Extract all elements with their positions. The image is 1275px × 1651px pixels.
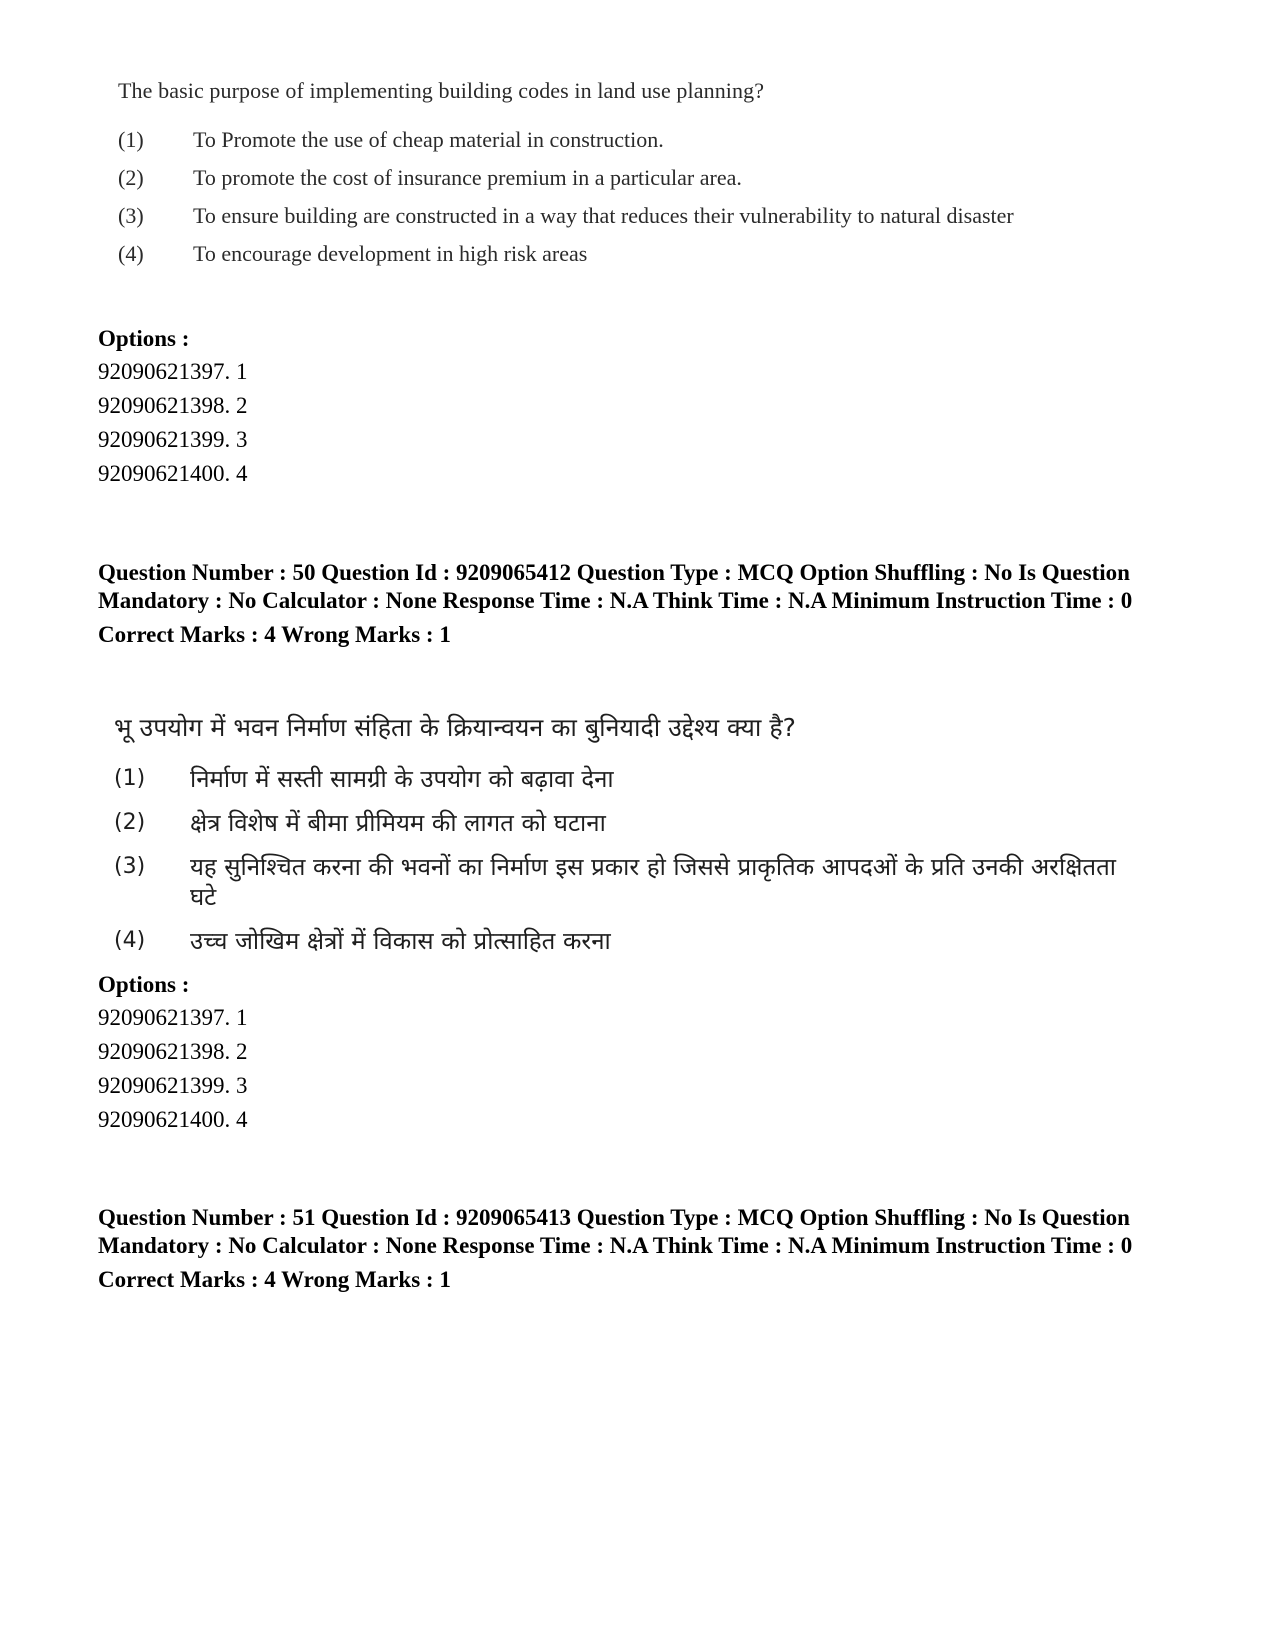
option-number: (3) bbox=[118, 203, 144, 228]
options-heading: Options : bbox=[98, 326, 190, 351]
question-option-english-1 bbox=[118, 126, 1118, 153]
option-text: यह सुनिश्चित करना की भवनों का निर्माण इस प्रकार हो जिससे प्राकृतिक आपदओं के प्रति उनकी अरक्षितता घटे bbox=[190, 853, 1116, 911]
question-marks: Correct Marks : 4 Wrong Marks : 1 bbox=[98, 1267, 451, 1292]
question-meta-51 bbox=[98, 1204, 1178, 1294]
question-hindi-block bbox=[114, 710, 1124, 970]
question-english-block bbox=[118, 78, 1118, 278]
option-number: (1) bbox=[114, 766, 146, 791]
option-id-row: 92090621400. 4 bbox=[98, 461, 248, 486]
options-list-2 bbox=[98, 968, 248, 1137]
question-meta-line: Question Number : 51 Question Id : 9209065413 Question Type : MCQ Option Shuffling : No Is Question Mandatory : No Calculator : None Response Time : N.A Think Time : N.A Minimum Instruction Time : 0 bbox=[98, 1205, 1133, 1258]
question-option-hindi-1 bbox=[114, 764, 1124, 794]
question-option-hindi-4 bbox=[114, 926, 1124, 956]
option-text: To Promote the use of cheap material in construction. bbox=[193, 127, 664, 152]
option-text: To promote the cost of insurance premium in a particular area. bbox=[193, 165, 742, 190]
option-id-row: 92090621399. 3 bbox=[98, 1073, 248, 1098]
option-id-row: 92090621397. 1 bbox=[98, 359, 248, 384]
question-meta-line: Question Number : 50 Question Id : 9209065412 Question Type : MCQ Option Shuffling : No Is Question Mandatory : No Calculator : None Response Time : N.A Think Time : N.A Minimum Instruction Time : 0 bbox=[98, 560, 1133, 613]
option-text: To ensure building are constructed in a way that reduces their vulnerability to natural disaster bbox=[193, 203, 1014, 228]
question-meta-50 bbox=[98, 559, 1178, 649]
question-marks: Correct Marks : 4 Wrong Marks : 1 bbox=[98, 622, 451, 647]
options-list-1 bbox=[98, 322, 248, 491]
question-stem-english: The basic purpose of implementing building codes in land use planning? bbox=[118, 78, 765, 103]
option-text: क्षेत्र विशेष में बीमा प्रीमियम की लागत को घटाना bbox=[190, 809, 606, 837]
option-number: (1) bbox=[118, 127, 144, 152]
option-id-row: 92090621397. 1 bbox=[98, 1005, 248, 1030]
question-option-hindi-3 bbox=[114, 852, 1124, 912]
question-stem-hindi: भू उपयोग में भवन निर्माण संहिता के क्रियान्वयन का बुनियादी उद्देश्य क्या है? bbox=[114, 713, 796, 742]
option-number: (4) bbox=[118, 241, 144, 266]
option-number: (3) bbox=[114, 854, 146, 879]
options-heading: Options : bbox=[98, 972, 190, 997]
question-option-english-3 bbox=[118, 202, 1118, 229]
question-option-hindi-2 bbox=[114, 808, 1124, 838]
option-number: (4) bbox=[114, 928, 146, 953]
option-id-row: 92090621398. 2 bbox=[98, 393, 248, 418]
question-option-english-4 bbox=[118, 240, 1118, 267]
option-id-row: 92090621400. 4 bbox=[98, 1107, 248, 1132]
option-text: उच्च जोखिम क्षेत्रों में विकास को प्रोत्साहित करना bbox=[190, 927, 611, 955]
option-text: To encourage development in high risk areas bbox=[193, 241, 588, 266]
option-number: (2) bbox=[114, 810, 146, 835]
question-option-english-2 bbox=[118, 164, 1118, 191]
option-number: (2) bbox=[118, 165, 144, 190]
option-id-row: 92090621399. 3 bbox=[98, 427, 248, 452]
option-text: निर्माण में सस्ती सामग्री के उपयोग को बढ़ावा देना bbox=[190, 765, 614, 793]
option-id-row: 92090621398. 2 bbox=[98, 1039, 248, 1064]
